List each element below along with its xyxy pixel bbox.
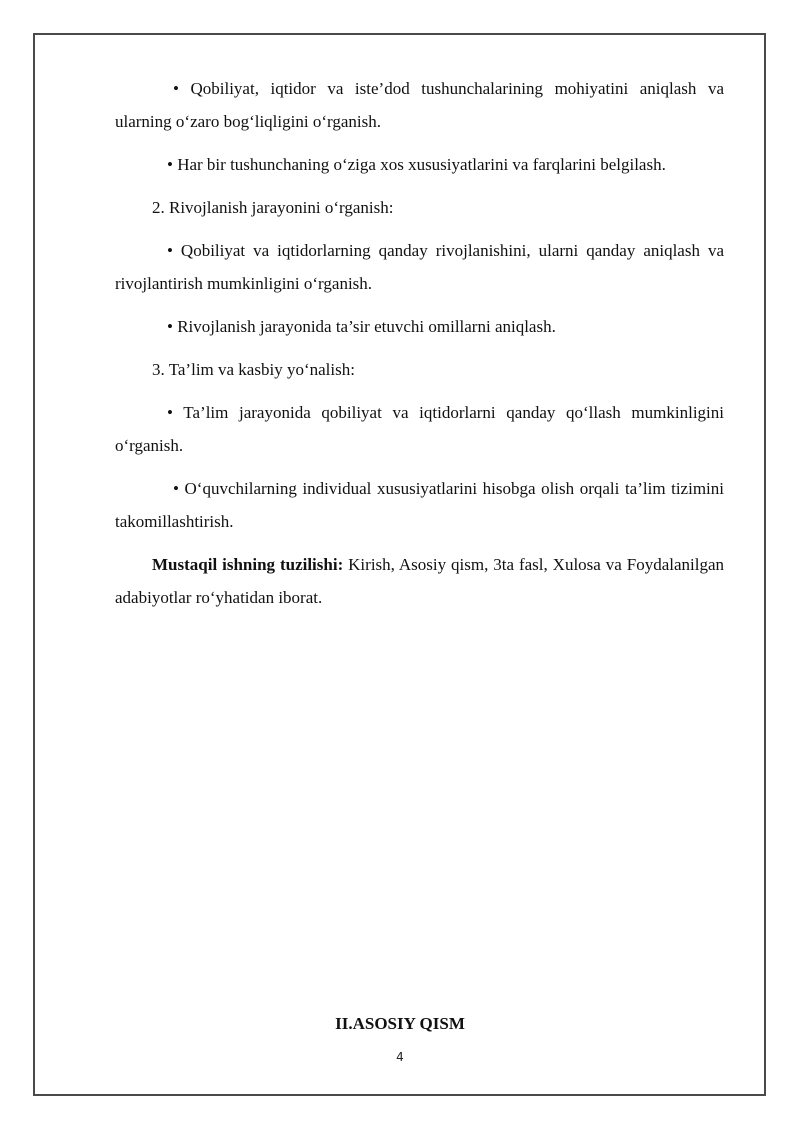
structure-label: Mustaqil ishning tuzilishi: xyxy=(152,555,344,574)
numbered-heading: 2. Rivojlanish jarayonini o‘rganish: xyxy=(152,198,394,217)
bullet-paragraph: • O‘quvchilarning individual xususiyatlarini hisobga olish orqali ta’lim tizimini takomillashtirish. xyxy=(115,479,724,531)
numbered-heading: 3. Ta’lim va kasbiy yo‘nalish: xyxy=(152,360,355,379)
page-number: 4 xyxy=(396,1050,404,1064)
bullet-paragraph: • Rivojlanish jarayonida ta’sir etuvchi omillarni aniqlash. xyxy=(167,317,556,336)
structure-paragraph xyxy=(115,548,724,614)
bullet-paragraph: • Ta’lim jarayonida qobiliyat va iqtidorlarni qanday qo‘llash mumkinligini o‘rganish. xyxy=(115,403,724,455)
structure-text: Kirish, Asosiy qism, 3ta fasl, Xulosa va Foydalanilgan adabiyotlar ro‘yhatidan iborat. xyxy=(115,555,724,607)
bullet-paragraph: • Har bir tushunchaning o‘ziga xos xususiyatlarini va farqlarini belgilash. xyxy=(167,155,666,174)
bullet-paragraph: • Qobiliyat va iqtidorlarning qanday rivojlanishini, ularni qanday aniqlash va rivojlantirish mumkinligini o‘rganish. xyxy=(115,241,724,293)
bullet-paragraph: • Qobiliyat, iqtidor va iste’dod tushunchalarining mohiyatini aniqlash va ularning o‘zaro bog‘liqligini o‘rganish. xyxy=(115,79,724,131)
document-body xyxy=(115,72,724,624)
section-title: II.ASOSIY QISM xyxy=(335,1014,465,1033)
